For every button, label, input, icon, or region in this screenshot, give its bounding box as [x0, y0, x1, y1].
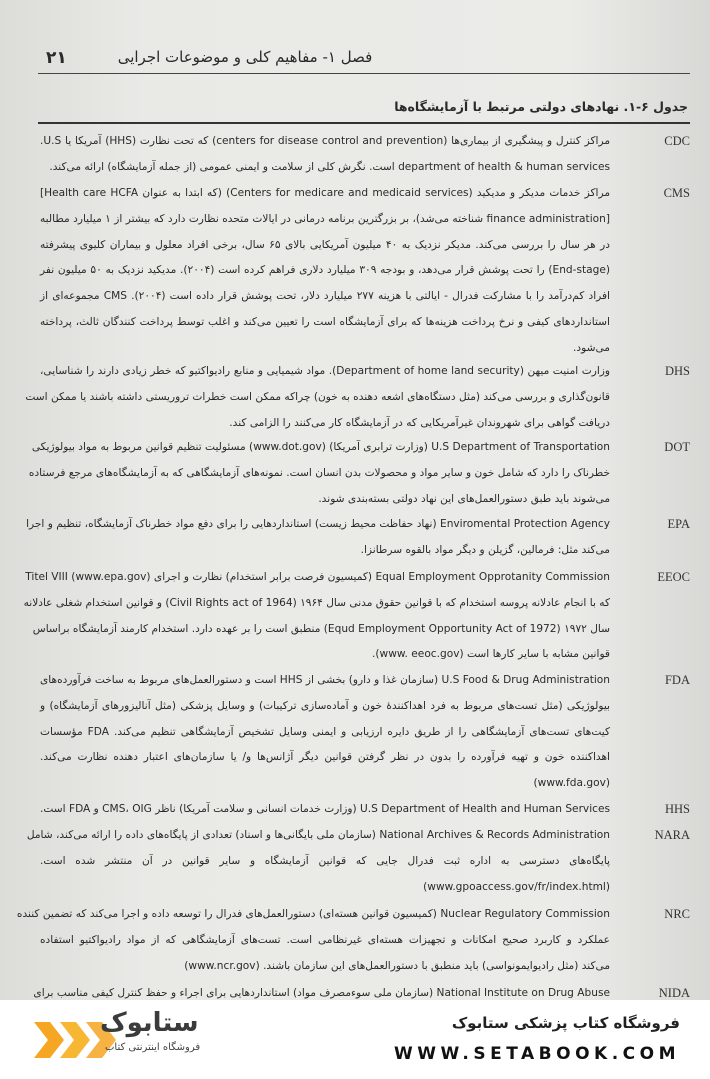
agency-description [25, 359, 610, 436]
description-line: افراد کم‌درآمد را با مشارکت فدرال - ایالتی با هزینه ۲۷۷ میلیارد دلار، تحت پوشش قرار داده است (۲۰۰۴). CMS مجموعه‌ای از [40, 290, 611, 303]
chevron-icon [34, 1022, 64, 1058]
description-line: Nuclear Regulatory Commission (کمیسیون قوانین هسته‌ای) دستورالعمل‌های فدرال را توسعه داده و اجرا می‌کند که تضمین کننده [16, 908, 610, 920]
description-line: اهداکننده خون و تهیه فرآورده را بدون در نظر گرفتن قوانین دیگر آژانس‌ها و/ یا سازمان‌های اعتبار دهنده نظارت می‌کند. [40, 751, 610, 764]
agency-description [23, 565, 610, 668]
description-line: National Institute on Drug Abuse (سازمان ملی سوءمصرف مواد) استانداردهایی برای اجراء و حفظ کنترل کیفی مناسب برای [33, 987, 610, 999]
agency-abbreviation: DHS [664, 364, 690, 378]
description-line: دریافت گواهی برای شهروندان غیرآمریکایی که در آزمایشگاه کار می‌کنند را الزامی کند. [229, 416, 610, 429]
description-line: کیت‌های تست‌های آزمایشگاهی را از طریق دایره ارزیابی و ایمنی وسایل تشخیص آزمایشگاهی تنظیم می‌کند. FDA مؤسسات [40, 725, 610, 738]
agency-description [40, 129, 610, 181]
description-line: قانون‌گذاری و بررسی می‌کند (مثل دستگاه‌های اشعه دهنده به خون) چراکه ممکن است خطرات تروریستی داشته باشند یا ممکن است [25, 390, 610, 403]
table-top-rule [38, 122, 690, 124]
description-line: در هر سال را بررسی می‌کند. مدیکر نزدیک به ۴۰ میلیون آمریکایی بالای ۶۵ سال، برخی افراد معلول و بیماران کلیوی پیشرفته [40, 238, 610, 251]
agency-description [26, 512, 610, 564]
chevron-icon [60, 1022, 90, 1058]
agency-abbreviation: CDC [664, 134, 690, 148]
description-line: Enviromental Protection Agency (نهاد حفاظت محیط زیست) استانداردهایی را برای دفع مواد خطرناک آزمایشگاه، تنظیم و اجرا [26, 518, 610, 530]
description-line: وزارت امنیت میهن (Department of home land security). مواد شیمیایی و منابع رادیواکتیو که خطر زیادی دارند را شناسایی، [40, 365, 610, 377]
description-line: که با انجام عادلانه پروسه استخدام که با قوانین حقوق مدنی سال ۱۹۶۴ (Civil Rights act of 1964) و قوانین استخدام شغلی عادلانه [23, 596, 610, 609]
page-number: ۲۱ [46, 48, 67, 68]
description-line: (www.gpoaccess.gov/fr/index.html) [423, 880, 610, 893]
agency-description [28, 435, 610, 512]
description-line: U.S Food & Drug Administration (سازمان غذا و دارو) بخشی از HHS است و دستورالعمل‌های مربوط به ساخت فرآورده‌های [40, 674, 610, 686]
description-line: بیولوژیکی (مثل تست‌های مربوط به فرد اهداکنندهٔ خون و آماده‌سازی ترکیبات) و وسایل پزشکی (مثل آنالیزورهای آزمایشگاه) و [40, 699, 610, 712]
description-line: می‌کند (مثل رادیوایمونواسی) باید منطبق با دستورالعمل‌های این سازمان باشند. (www.ncr.gov) [184, 959, 610, 972]
agency-abbreviation: EPA [667, 517, 690, 531]
header-divider [38, 73, 690, 74]
agency-abbreviation: EEOC [657, 570, 690, 584]
description-line: خطرناک را دارد که شامل خون و سایر مواد و محصولات بدن انسان است. نمونه‌های آزمایشگاهی که به آزمایشگاه‌های مرجع فرستاده [28, 466, 610, 479]
description-line: استانداردهای کیفی و نرخ پرداخت هزینه‌ها که برای آزمایشگاه است را تعیین می‌کند و اغلب توسط پرداخت کنندگان ثالث، پرداخته [40, 315, 610, 328]
description-line: می‌کند مثل: فرمالین، گزیلن و دیگر مواد بالقوه سرطانزا. [360, 543, 610, 556]
description-line: U.S Department of Transportation (وزارت ترابری آمریکا) (www.dot.gov) مسئولیت تنظیم قوانین مربوط به مواد بیولوژیکی [31, 441, 610, 453]
agency-abbreviation: DOT [664, 440, 690, 454]
brand-name: ستابوک [100, 1008, 199, 1038]
agency-description [40, 668, 610, 797]
agency-abbreviation: FDA [664, 673, 690, 687]
description-line: مراکز کنترل و پیشگیری از بیماری‌ها (centers for disease control and prevention) که تحت نظارت (HHS) آمریکا یا U.S. [40, 135, 610, 147]
description-line: عملکرد و کاربرد صحیح امکانات و تجهیزات هسته‌ای غیرنظامی است. تست‌های آزمایشگاهی که از مواد رادیواکتیو استفاده [40, 933, 610, 946]
agency-abbreviation: NRC [664, 907, 690, 921]
description-line: [finance administration شناخته می‌شد)، بر بزرگترین برنامه درمانی در ایالات متحده نظارت دارد که بیشتر از ۱ میلیارد مطالبه [40, 212, 610, 225]
description-line: department of health & human services است. نگرش کلی از سلامت و ایمنی عمومی (از جمله آزمایشگاه) ارائه می‌کند. [49, 160, 610, 173]
description-line: سال ۱۹۷۲ (Equd Employment Opportunity Act of 1972) منطبق است را بر عهده دارد. استخدام کارمند آزمایشگاه براساس [32, 622, 610, 635]
table-title: جدول ۶-۱. نهادهای دولتی مرتبط با آزمایشگاه‌ها [394, 99, 688, 114]
description-line: می‌شوند باید طبق دستورالعمل‌های این نهاد دولتی بسته‌بندی شوند. [318, 492, 610, 505]
agency-abbreviation: NARA [654, 828, 690, 842]
description-line: U.S Department of Health and Human Services (وزارت خدمات انسانی و سلامت آمریکا) ناظر CMS، OIG و FDA است. [40, 803, 610, 815]
store-url[interactable]: WWW.SETABOOK.COM [394, 1044, 680, 1064]
store-title: فروشگاه کتاب پزشکی ستابوک [451, 1014, 680, 1032]
description-line: مراکز خدمات مدیکر و مدیکید (Centers for medicare and medicaid services) (که ابتدا به عنوان Health care HCFA] [40, 187, 611, 199]
description-line: Equal Employment Opprotanity Commission (کمیسیون فرصت برابر استخدام) نظارت و اجرای (www.epa.gov) Titel VIII [25, 571, 610, 583]
brand-tagline: فروشگاه اینترنتی کتاب [105, 1042, 201, 1053]
description-line: (www.fda.gov) [533, 777, 610, 790]
agency-abbreviation: NIDA [658, 986, 690, 1000]
description-line: پایگاه‌های دسترسی به اداره ثبت فدرال جایی که قوانین آزمایشگاه و سایر قوانین در آن منتشر شده است. [40, 854, 610, 867]
agency-abbreviation: HHS [664, 802, 690, 816]
footer-banner [0, 1000, 710, 1079]
agency-description [26, 823, 610, 900]
agency-description [40, 181, 610, 362]
agency-abbreviation: CMS [663, 186, 690, 200]
description-line: می‌شود. [573, 341, 610, 354]
agency-description [16, 902, 610, 979]
description-line: (End-stage) را تحت پوشش قرار می‌دهد، و بودجه ۳۰۹ میلیارد دلاری فراهم کرده است (۲۰۰۴). مدیکید نزدیک به ۵۰ میلیون نفر [40, 264, 611, 277]
agency-description [40, 797, 610, 823]
chapter-title: فصل ۱- مفاهیم کلی و موضوعات اجرایی [117, 48, 373, 66]
description-line: National Archives & Records Administration (سازمان ملی بایگانی‌ها و اسناد) تعدادی از پایگاه‌های داده را ارائه می‌کند، شامل [26, 829, 610, 841]
description-line: قوانین مشابه با سایر کارها است (www. eeoc.gov). [372, 648, 610, 661]
